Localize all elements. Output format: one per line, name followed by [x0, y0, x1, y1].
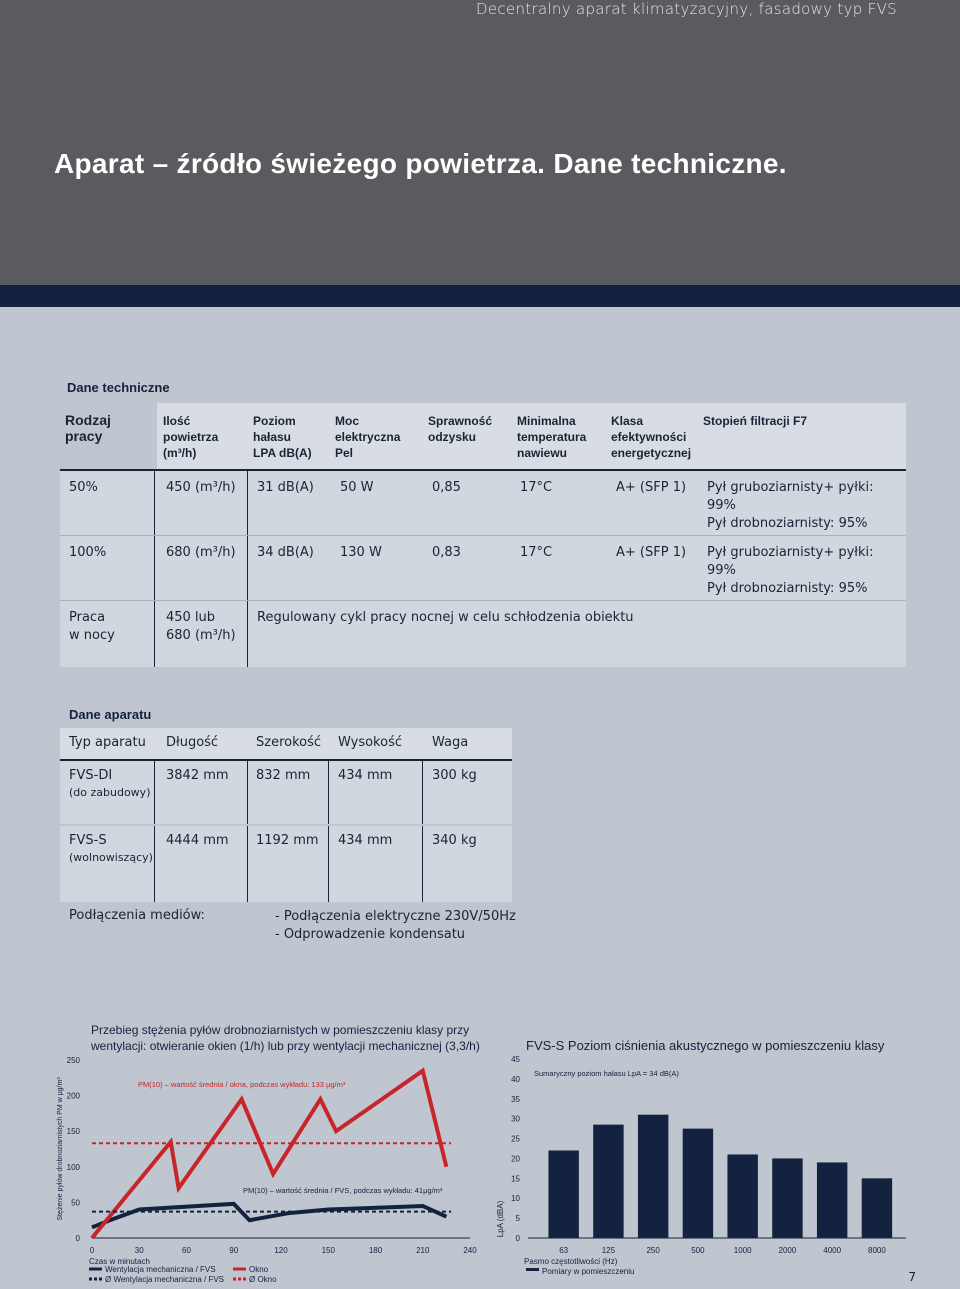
- cell-type: FVS-S (wolnowiszący): [69, 833, 153, 864]
- cell-energy-class: A+ (SFP 1): [616, 480, 687, 495]
- document-subtitle: Decentralny aparat klimatyzacyjny, fasadowy typ FVS: [476, 0, 897, 18]
- bar-8000: [862, 1178, 892, 1238]
- tech-data-table: [60, 403, 906, 667]
- cell-mode: Praca w nocy: [69, 610, 115, 643]
- y-tick-label: 45: [511, 1055, 520, 1064]
- header-energy-class: Klasa efektywności energetycznej: [605, 403, 697, 469]
- cell-weight: 340 kg: [432, 833, 477, 848]
- cell-air: 450 (m³/h): [166, 480, 236, 495]
- cell-length: 3842 mm: [166, 768, 229, 783]
- y-tick-label: 0: [75, 1234, 80, 1243]
- y-tick-label: 0: [515, 1234, 520, 1243]
- legend-swatch: [526, 1268, 539, 1271]
- header-type: Typ aparatu: [69, 735, 146, 750]
- x-tick-label: 0: [89, 1246, 95, 1255]
- cell-weight: 300 kg: [432, 768, 477, 783]
- x-tick-label: 180: [368, 1246, 383, 1255]
- cell-temperature: 17°C: [520, 545, 553, 560]
- media-label: Podłączenia mediów:: [69, 908, 205, 923]
- page-number: 7: [908, 1270, 916, 1284]
- cell-mode: 100%: [69, 545, 107, 560]
- cell-filtration: Pył gruboziarnisty+ pyłki: 99% Pył drobnoziarnisty: 95%: [707, 545, 874, 596]
- x-tick-label: 250: [646, 1246, 660, 1255]
- bar-chart: [492, 1049, 912, 1289]
- bar-2000: [772, 1158, 802, 1238]
- media-item: - Odprowadzenie kondensatu: [275, 927, 466, 942]
- x-tick-label: 63: [559, 1246, 569, 1255]
- table-row-night: [60, 601, 906, 667]
- x-tick-label: 120: [274, 1246, 288, 1255]
- header-mode: Rodzaj pracy: [65, 412, 111, 444]
- annotation-window: PM(10) – wartość średnia / okna, podczas wykładu: 133 μg/m³: [138, 1080, 346, 1090]
- x-axis-label: Czas w minutach: [89, 1257, 150, 1266]
- table-row: [60, 471, 906, 535]
- x-tick-label: 90: [229, 1246, 239, 1255]
- table-row: [60, 761, 512, 824]
- y-tick-label: 5: [515, 1214, 520, 1224]
- x-tick-label: 1000: [733, 1246, 752, 1255]
- bar-125: [593, 1125, 623, 1238]
- cell-width: 832 mm: [256, 768, 311, 783]
- x-tick-label: 240: [463, 1246, 477, 1255]
- x-tick-label: 8000: [868, 1246, 886, 1255]
- cell-filtration: Pył gruboziarnisty+ pyłki: 99% Pył drobnoziarnisty: 95%: [707, 480, 874, 531]
- header-temperature: Minimalna temperatura nawiewu: [511, 403, 605, 469]
- tech-table-header: [60, 403, 906, 469]
- cell-power: 130 W: [340, 545, 382, 560]
- header-height: Wysokość: [338, 735, 402, 750]
- series-line-1: [92, 1071, 446, 1238]
- x-tick-label: 2000: [778, 1246, 797, 1255]
- header-noise: Poziom hałasu LPA dB(A): [247, 403, 329, 469]
- y-tick-label: 30: [511, 1114, 520, 1124]
- cell-length: 4444 mm: [166, 833, 229, 848]
- legend-label: Ø Okno: [249, 1275, 277, 1284]
- cell-noise: 34 dB(A): [257, 545, 314, 560]
- header-band: [0, 285, 960, 307]
- bar-1000: [727, 1154, 757, 1238]
- cell-air: 450 lub 680 (m³/h): [166, 610, 236, 643]
- x-tick-label: 4000: [823, 1246, 842, 1255]
- page-header: [0, 0, 960, 285]
- bar-500: [683, 1129, 713, 1238]
- page-title: Aparat – źródło świeżego powietrza. Dane techniczne.: [54, 148, 787, 179]
- legend-label: Wentylacja mechaniczna / FVS: [105, 1265, 216, 1274]
- annotation-fvs: PM(10) – wartość średnia / FVS, podczas wykładu: 41μg/m³: [243, 1186, 443, 1196]
- line-chart: [0, 1049, 480, 1289]
- line-chart-title: Przebieg stężenia pyłów drobnoziarnistych w pomieszczeniu klasy przy wentylacji: otwieranie okien (1/h) lub przy wentylacji mechanicznej (3,3/h): [91, 1023, 480, 1053]
- header-efficiency: Sprawność odzysku: [422, 403, 511, 469]
- y-axis-label: Stężenie pyłów drobnoziarnistych PM w μg/m³: [57, 1077, 64, 1221]
- cell-energy-class: A+ (SFP 1): [616, 545, 687, 560]
- cell-night-description: Regulowany cykl pracy nocnej w celu schłodzenia obiektu: [257, 610, 634, 625]
- bar-annotation: Sumaryczny poziom hałasu LpA = 34 dB(A): [534, 1069, 679, 1078]
- y-tick-label: 40: [511, 1074, 520, 1084]
- series-line-0: [92, 1204, 446, 1227]
- header-weight: Waga: [432, 735, 469, 750]
- legend-label: Okno: [249, 1265, 269, 1274]
- y-tick-label: 50: [71, 1198, 80, 1208]
- x-tick-label: 150: [321, 1246, 335, 1255]
- bar-250: [638, 1115, 668, 1238]
- cell-mode: 50%: [69, 480, 98, 495]
- x-tick-label: 210: [416, 1246, 430, 1255]
- y-tick-label: 100: [66, 1162, 80, 1172]
- cell-type: FVS-DI (do zabudowy): [69, 768, 151, 799]
- y-tick-label: 150: [66, 1127, 80, 1137]
- table-row: [60, 536, 906, 600]
- header-width: Szerokość: [256, 735, 322, 750]
- cell-height: 434 mm: [338, 768, 393, 783]
- cell-power: 50 W: [340, 480, 374, 495]
- device-data-table: [60, 728, 512, 902]
- cell-efficiency: 0,83: [432, 545, 461, 560]
- cell-efficiency: 0,85: [432, 480, 461, 495]
- y-tick-label: 10: [511, 1194, 520, 1204]
- x-tick-label: 60: [182, 1246, 191, 1255]
- x-tick-label: 30: [134, 1246, 144, 1255]
- header-air: Ilość powietrza (m³/h): [157, 403, 247, 469]
- x-tick-label: 125: [601, 1246, 616, 1255]
- device-section-title: Dane aparatu: [69, 707, 152, 722]
- cell-height: 434 mm: [338, 833, 393, 848]
- device-table-header: [60, 728, 512, 759]
- cell-width: 1192 mm: [256, 833, 319, 848]
- legend-label: Pomiary w pomieszczeniu: [542, 1267, 635, 1276]
- cell-temperature: 17°C: [520, 480, 553, 495]
- cell-noise: 31 dB(A): [257, 480, 314, 495]
- y-tick-label: 35: [511, 1094, 520, 1104]
- table-row: [60, 826, 512, 902]
- y-tick-label: 25: [511, 1134, 520, 1144]
- bar-chart-title: FVS-S Poziom ciśnienia akustycznego w pomieszczeniu klasy: [526, 1038, 885, 1053]
- y-tick-label: 15: [511, 1174, 520, 1184]
- cell-air: 680 (m³/h): [166, 545, 236, 560]
- x-axis-label: Pasmo częstotliwości (Hz): [524, 1257, 618, 1266]
- tech-section-title: Dane techniczne: [67, 380, 170, 395]
- media-list: [275, 908, 516, 944]
- header-filtration: Stopień filtracji F7: [697, 403, 906, 469]
- y-axis-label: LpA (dBA): [496, 1200, 505, 1238]
- header-length: Długość: [166, 735, 219, 750]
- bar-63: [548, 1150, 578, 1238]
- legend-label: Ø Wentylacja mechaniczna / FVS: [105, 1275, 225, 1284]
- x-tick-label: 500: [691, 1246, 705, 1255]
- header-power: Moc elektryczna Pel: [329, 403, 422, 469]
- y-tick-label: 20: [511, 1154, 520, 1164]
- media-item: - Podłączenia elektryczne 230V/50Hz: [275, 909, 516, 924]
- y-tick-label: 250: [66, 1056, 80, 1065]
- bar-4000: [817, 1162, 847, 1238]
- y-tick-label: 200: [66, 1091, 80, 1101]
